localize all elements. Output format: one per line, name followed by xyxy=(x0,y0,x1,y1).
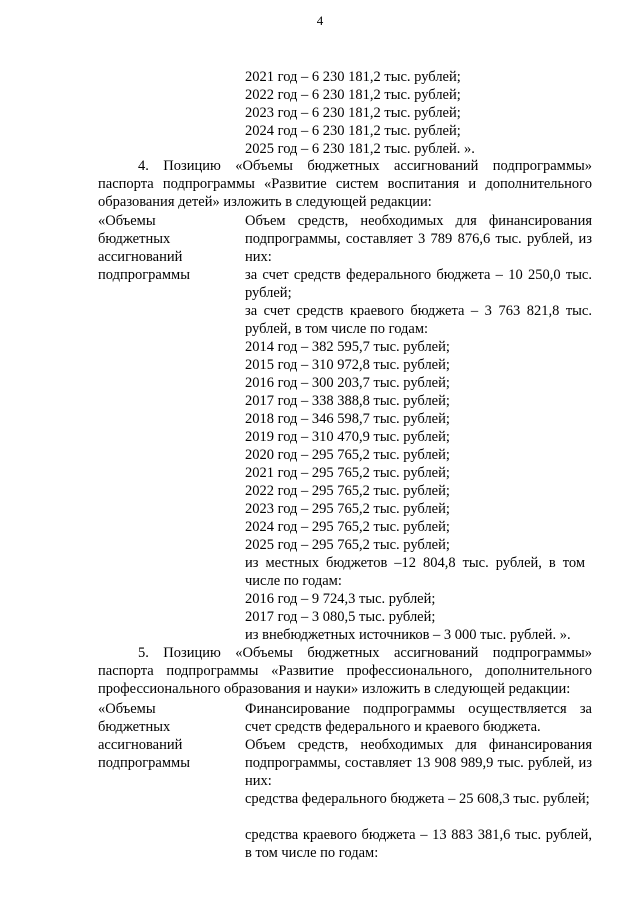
page-number: 4 xyxy=(316,13,324,28)
item5-left-label: «Объемы xyxy=(98,701,156,717)
item4-local-year: 2016 год – 9 724,3 тыс. рублей; xyxy=(245,591,436,607)
item4-paragraph: 4. Позицию «Объемы бюджетных ассигнований подпрограммы» паспорта подпрограммы «Развитие систем воспитания и дополнительного образования детей» изложить в следующей редакции: xyxy=(98,158,592,210)
top-year-line: 2021 год – 6 230 181,2 тыс. рублей; xyxy=(245,69,461,85)
top-year-line: 2023 год – 6 230 181,2 тыс. рублей; xyxy=(245,105,461,121)
item4-left-label: подпрограммы xyxy=(98,267,190,283)
item5-total: Объем средств, необходимых для финансирования подпрограммы, составляет 13 908 989,9 тыс. рублей, из них: xyxy=(245,737,592,789)
item4-local: из местных бюджетов –12 804,8 тыс. рублей, в том числе по годам: xyxy=(245,555,585,589)
item4-regional: за счет средств краевого бюджета – 3 763 821,8 тыс. рублей, в том числе по годам: xyxy=(245,303,592,337)
item4-federal: за счет средств федерального бюджета – 10 250,0 тыс. рублей; xyxy=(245,267,592,301)
item5-regional: средства краевого бюджета – 13 883 381,6 тыс. рублей, в том числе по годам: xyxy=(245,827,592,861)
item4-extrabudgetary: из внебюджетных источников – 3 000 тыс. рублей. ». xyxy=(245,627,571,643)
top-year-line: 2024 год – 6 230 181,2 тыс. рублей; xyxy=(245,123,461,139)
item5-left-label: подпрограммы xyxy=(98,755,190,771)
item4-year-line: 2015 год – 310 972,8 тыс. рублей; xyxy=(245,357,450,373)
item4-left-label: бюджетных xyxy=(98,231,171,247)
item4-total: Объем средств, необходимых для финансирования подпрограммы, составляет 3 789 876,6 тыс. рублей, из них: xyxy=(245,213,592,265)
item4-year-line: 2023 год – 295 765,2 тыс. рублей; xyxy=(245,501,450,517)
item4-year-line: 2014 год – 382 595,7 тыс. рублей; xyxy=(245,339,450,355)
item5-federal: средства федерального бюджета – 25 608,3 тыс. рублей; xyxy=(245,791,590,807)
item5-financing: Финансирование подпрограммы осуществляется за счет средств федерального и краевого бюджета. xyxy=(245,701,592,735)
item4-year-line: 2019 год – 310 470,9 тыс. рублей; xyxy=(245,429,450,445)
item4-year-line: 2016 год – 300 203,7 тыс. рублей; xyxy=(245,375,450,391)
item4-local-year: 2017 год – 3 080,5 тыс. рублей; xyxy=(245,609,436,625)
item4-year-line: 2021 год – 295 765,2 тыс. рублей; xyxy=(245,465,450,481)
item4-year-line: 2017 год – 338 388,8 тыс. рублей; xyxy=(245,393,450,409)
item4-year-line: 2022 год – 295 765,2 тыс. рублей; xyxy=(245,483,450,499)
item4-year-line: 2020 год – 295 765,2 тыс. рублей; xyxy=(245,447,450,463)
item4-left-label: «Объемы xyxy=(98,213,156,229)
item5-left-label: ассигнований xyxy=(98,737,183,753)
item5-left-label: бюджетных xyxy=(98,719,171,735)
item4-year-line: 2024 год – 295 765,2 тыс. рублей; xyxy=(245,519,450,535)
item5-paragraph: 5. Позицию «Объемы бюджетных ассигнований подпрограммы» паспорта подпрограммы «Развитие профессионального, дополнительного профессионального образования и науки» изложить в следующей редакции: xyxy=(98,645,592,697)
item4-year-line: 2018 год – 346 598,7 тыс. рублей; xyxy=(245,411,450,427)
item4-year-line: 2025 год – 295 765,2 тыс. рублей; xyxy=(245,537,450,553)
top-year-line: 2025 год – 6 230 181,2 тыс. рублей. ». xyxy=(245,141,475,157)
item4-left-label: ассигнований xyxy=(98,249,183,265)
top-year-line: 2022 год – 6 230 181,2 тыс. рублей; xyxy=(245,87,461,103)
